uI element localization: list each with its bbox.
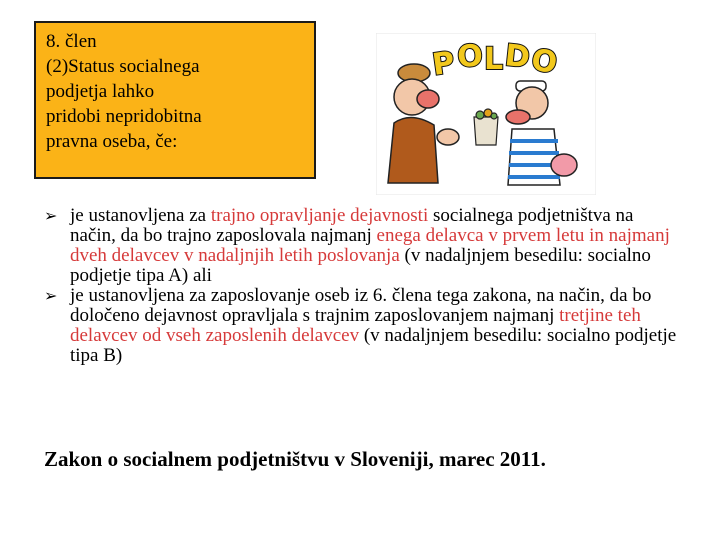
item-text <box>70 285 676 366</box>
title-line: 8. člen <box>46 31 97 52</box>
svg-text:O: O <box>456 38 485 75</box>
text-run: je ustanovljena za zaposlovanje oseb iz 6. člena tega zakona, na način, da bo določeno dejavnost opravljala s trajnim zaposlovanjem najmanj <box>70 285 652 326</box>
title-line: podjetja lahko <box>46 81 155 102</box>
svg-text:D: D <box>503 38 532 76</box>
text-run: socialnega podjetništva na način, da bo trajno zaposlovala najmanj <box>70 205 634 246</box>
title-line: pridobi nepridobitna <box>46 106 202 127</box>
item-text <box>70 205 670 286</box>
highlighted-text: tretjine teh delavcev od vseh zaposlenih delavcev <box>70 305 641 346</box>
text-run: je ustanovljena za <box>70 205 211 226</box>
criteria-list <box>44 206 684 366</box>
arrow-bullet-icon: ➢ <box>44 206 58 225</box>
title-line: (2)Status socialnega <box>46 56 200 77</box>
svg-text:O: O <box>528 42 560 82</box>
list-item <box>44 206 684 286</box>
arrow-bullet-icon: ➢ <box>44 286 58 305</box>
svg-text:P: P <box>430 45 457 83</box>
poldo-logo <box>430 38 560 83</box>
text-run: (v nadaljnjem besedilu: socialno podjetje tipa B) <box>70 325 677 366</box>
highlighted-text: enega delavca v prvem letu in najmanj dveh delavcev v nadaljnjih letih poslovanja <box>70 225 670 266</box>
held-bag <box>474 109 498 145</box>
text-run: (v nadaljnjem besedilu: socialno podjetje tipa A) ali <box>70 245 651 286</box>
source-citation: Zakon o socialnem podjetništvu v Sloveniji, marec 2011. <box>44 447 546 471</box>
title-line: pravna oseba, če: <box>46 131 178 152</box>
highlighted-text: trajno opravljanje dejavnosti <box>210 205 429 226</box>
article-title-box <box>34 21 316 179</box>
list-item <box>44 286 684 366</box>
poldo-cartoon-illustration <box>376 33 596 195</box>
svg-text:L: L <box>484 42 504 77</box>
